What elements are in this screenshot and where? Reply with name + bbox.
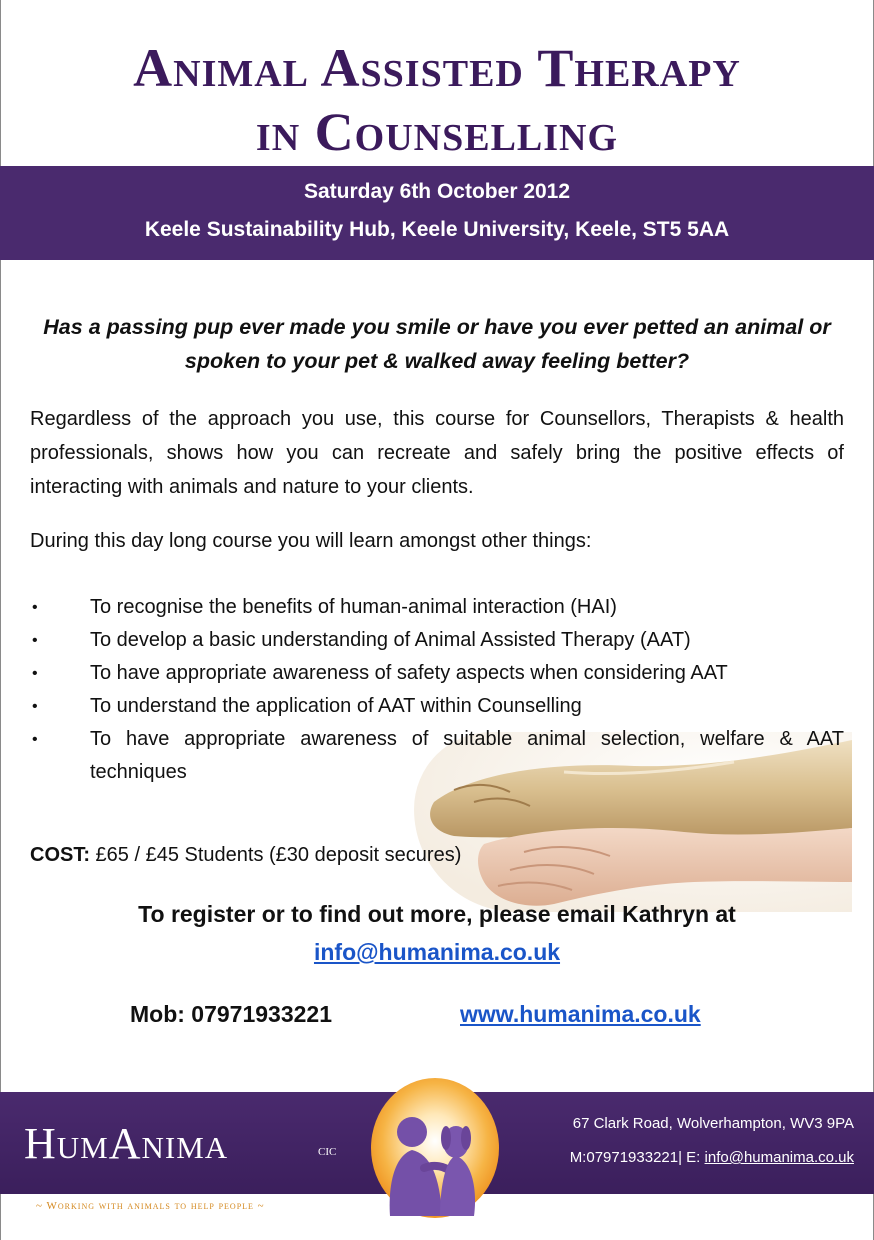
website-link[interactable]: www.humanima.co.uk	[460, 1001, 701, 1027]
cost-label: COST:	[30, 844, 90, 866]
list-item-text: To develop a basic understanding of Animal Assisted Therapy (AAT)	[90, 629, 691, 651]
list-item-text: To understand the application of AAT within Counselling	[90, 695, 582, 717]
course-intro: Regardless of the approach you use, this course for Counsellors, Therapists & health professionals, shows how you can recreate and safely bring the positive effects of interacting with animals and nature to your clients.	[30, 408, 844, 498]
list-item-text: To recognise the benefits of human-animal interaction (HAI)	[90, 596, 617, 618]
list-item-text: To have appropriate awareness of suitable animal selection, welfare & AAT techniques	[90, 728, 844, 783]
child-and-dog-logo-icon	[360, 1076, 510, 1226]
email-link[interactable]: info@humanima.co.uk	[313, 939, 561, 965]
list-item-text: To have appropriate awareness of safety aspects when considering AAT	[90, 662, 728, 684]
bullet-icon: •	[32, 665, 38, 682]
bullet-icon: •	[32, 599, 38, 616]
bullet-icon: •	[32, 731, 38, 748]
register-text: To register or to find out more, please email Kathryn at	[138, 901, 736, 927]
footer-address: 67 Clark Road, Wolverhampton, WV3 9PA	[572, 1115, 854, 1132]
mobile-number: Mob: 07971933221	[130, 1001, 333, 1027]
brand-suffix: CIC	[318, 1146, 337, 1158]
list-item	[30, 657, 844, 690]
title-line-2: in Counselling	[255, 102, 619, 162]
event-venue: Keele Sustainability Hub, Keele University, Keele, ST5 5AA	[144, 218, 730, 241]
humanima-logo	[360, 1076, 510, 1226]
email-line	[0, 934, 874, 970]
list-item	[30, 624, 844, 657]
bullet-icon: •	[32, 698, 38, 715]
website-line	[460, 996, 701, 1032]
list-item	[30, 690, 844, 723]
event-banner	[0, 166, 874, 260]
event-date: Saturday 6th October 2012	[303, 180, 571, 203]
brand-name: HumAnima	[24, 1119, 229, 1168]
list-item	[30, 723, 844, 789]
bullet-icon: •	[32, 632, 38, 649]
lead-question: Has a passing pup ever made you smile or have you ever petted an animal or spoken to your pet & walked away feeling better?	[43, 315, 831, 373]
learning-lead: During this day long course you will learn amongst other things:	[30, 530, 592, 552]
cost-line	[30, 838, 630, 872]
footer-phone: M:07971933221| E:	[569, 1149, 705, 1166]
title-line-1: Animal Assisted Therapy	[133, 38, 741, 98]
footer-email-link[interactable]: info@humanima.co.uk	[704, 1149, 854, 1166]
page-title	[0, 36, 874, 164]
brand-tagline: ~ Working with animals to help people ~	[36, 1200, 265, 1212]
footer-contact-line	[520, 1148, 854, 1168]
learning-outcomes-list	[30, 591, 844, 789]
cost-value: £65 / £45 Students (£30 deposit secures)	[90, 844, 462, 866]
list-item	[30, 591, 844, 624]
